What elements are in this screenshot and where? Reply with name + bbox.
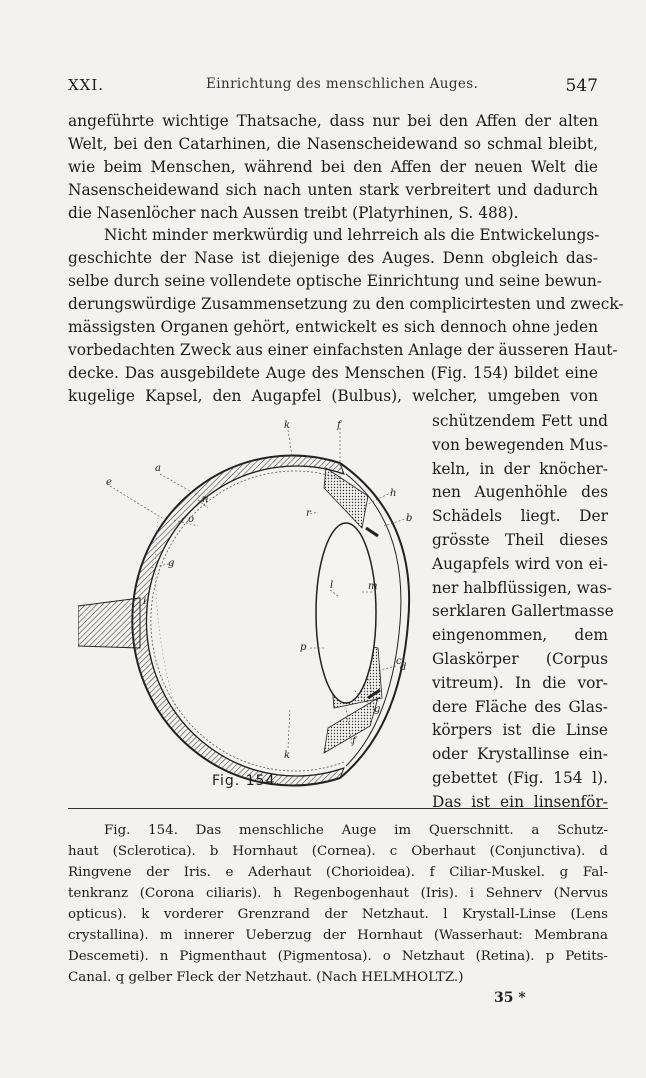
text-line: eingenommen, dem bbox=[432, 626, 608, 645]
figure-letter: k bbox=[284, 420, 291, 431]
text-line: Nasenscheidewand sich nach unten stark verbreitert und dadurch bbox=[68, 181, 598, 199]
figure-label: Fig. 154. bbox=[212, 773, 281, 789]
caption-line: haut (Sclerotica). b Hornhaut (Cornea). c Oberhaut (Conjunctiva). d bbox=[68, 844, 608, 859]
page-number: 547 bbox=[565, 76, 598, 96]
figure-letter: o bbox=[188, 514, 195, 525]
text-line: die Nasenlöcher nach Aussen treibt (Platyrhinen, S. 488). bbox=[68, 204, 519, 222]
text-line: oder Krystallinse ein- bbox=[432, 745, 608, 764]
caption-line: Canal. q gelber Fleck der Netzhaut. (Nach HELMHOLTZ.) bbox=[68, 970, 464, 985]
text-line: körpers ist die Linse bbox=[432, 721, 608, 740]
caption-line: tenkranz (Corona ciliaris). h Regenbogenhaut (Iris). i Sehnerv (Nervus bbox=[68, 886, 608, 901]
caption-line: crystallina). m innerer Ueberzug der Hornhaut (Wasserhaut: Membrana bbox=[68, 928, 608, 943]
figure-letter: g bbox=[374, 704, 381, 715]
text-line: geschichte der Nase ist diejenige des Auges. Denn obgleich das- bbox=[68, 249, 598, 267]
caption-line: Fig. 154. Das menschliche Auge im Querschnitt. a Schutz- bbox=[104, 823, 608, 838]
text-line: keln, in der knöcher- bbox=[432, 459, 608, 478]
text-line: Glaskörper (Corpus bbox=[432, 649, 608, 668]
text-line: Welt, bei den Catarhinen, die Nasenscheidewand so schmal bleibt, bbox=[68, 135, 598, 153]
figure-letter: a bbox=[155, 463, 161, 474]
paragraph-2 bbox=[68, 224, 624, 408]
figure-letter: p bbox=[300, 642, 307, 653]
text-line: nen Augenhöhle des bbox=[432, 483, 608, 502]
eye-cross-section-figure bbox=[78, 408, 430, 798]
text-line: Nicht minder merkwürdig und lehrreich als die Entwickelungs- bbox=[104, 226, 600, 244]
text-line: von bewegenden Mus- bbox=[432, 435, 608, 454]
text-line: decke. Das ausgebildete Auge des Menschen (Fig. 154) bildet eine bbox=[68, 364, 598, 382]
figure-letter: i bbox=[143, 596, 147, 607]
figure-letter: r bbox=[306, 508, 311, 519]
text-line: kugelige Kapsel, den Augapfel (Bulbus), welcher, umgeben von bbox=[68, 387, 598, 405]
figure-letter: g bbox=[168, 558, 175, 569]
divider bbox=[68, 808, 608, 809]
text-line: serklaren Gallertmasse bbox=[432, 602, 614, 621]
text-line: ner halbflüssigen, was- bbox=[432, 578, 613, 597]
text-line: wie beim Menschen, während bei den Affen der neuen Welt die bbox=[68, 158, 598, 176]
chapter-number: XXI. bbox=[68, 76, 105, 94]
figure-letter: f bbox=[337, 420, 341, 431]
text-line: vorbedachten Zweck aus einer einfachsten Anlage der äusseren Haut- bbox=[68, 341, 618, 359]
text-line: mässigsten Organen gehört, entwickelt es sich dennoch ohne jeden bbox=[68, 318, 598, 336]
text-line: Augapfels wird von ei- bbox=[432, 554, 608, 573]
figure-letter: l bbox=[330, 580, 334, 591]
text-line: grösste Theil dieses bbox=[432, 530, 608, 549]
paragraph-1 bbox=[68, 110, 598, 225]
text-line: gebettet (Fig. 154 l). bbox=[432, 768, 608, 787]
figure-letter: b bbox=[406, 513, 413, 524]
caption-line: Ringvene der Iris. e Aderhaut (Chorioidea). f Ciliar-Muskel. g Fal- bbox=[68, 865, 608, 880]
figure-letter: n bbox=[202, 494, 209, 505]
eye-illustration bbox=[78, 408, 430, 798]
running-header bbox=[68, 76, 598, 98]
text-line: Schädels liegt. Der bbox=[432, 507, 608, 526]
running-title: Einrichtung des menschlichen Auges. bbox=[206, 76, 479, 92]
figure-letter: d bbox=[400, 662, 407, 673]
caption-line: opticus). k vorderer Grenzrand der Netzhaut. l Krystall-Linse (Lens bbox=[68, 907, 608, 922]
text-line: derungswürdige Zusammensetzung zu den complicirtesten und zweck- bbox=[68, 295, 624, 313]
figure-letter: m bbox=[368, 581, 378, 592]
text-line: angeführte wichtige Thatsache, dass nur bei den Affen der alten bbox=[68, 112, 598, 130]
signature-mark: 35 * bbox=[494, 990, 526, 1006]
figure-letter: c bbox=[396, 656, 402, 667]
figure-letter: h bbox=[390, 488, 397, 499]
text-line: Das ist ein linsenför- bbox=[432, 792, 608, 811]
caption-line: Descemeti). n Pigmenthaut (Pigmentosa). o Netzhaut (Retina). p Petits- bbox=[68, 949, 608, 964]
figure-letter: f bbox=[352, 736, 356, 747]
figure-caption bbox=[68, 820, 608, 988]
narrow-text-column bbox=[432, 410, 614, 815]
text-line: vitreum). In die vor- bbox=[432, 673, 608, 692]
text-line: dere Fläche des Glas- bbox=[432, 697, 608, 716]
text-line: schützendem Fett und bbox=[432, 412, 608, 430]
text-line: selbe durch seine vollendete optische Einrichtung und seine bewun- bbox=[68, 272, 602, 290]
figure-letter: e bbox=[106, 477, 112, 488]
figure-letter: k bbox=[284, 750, 291, 761]
